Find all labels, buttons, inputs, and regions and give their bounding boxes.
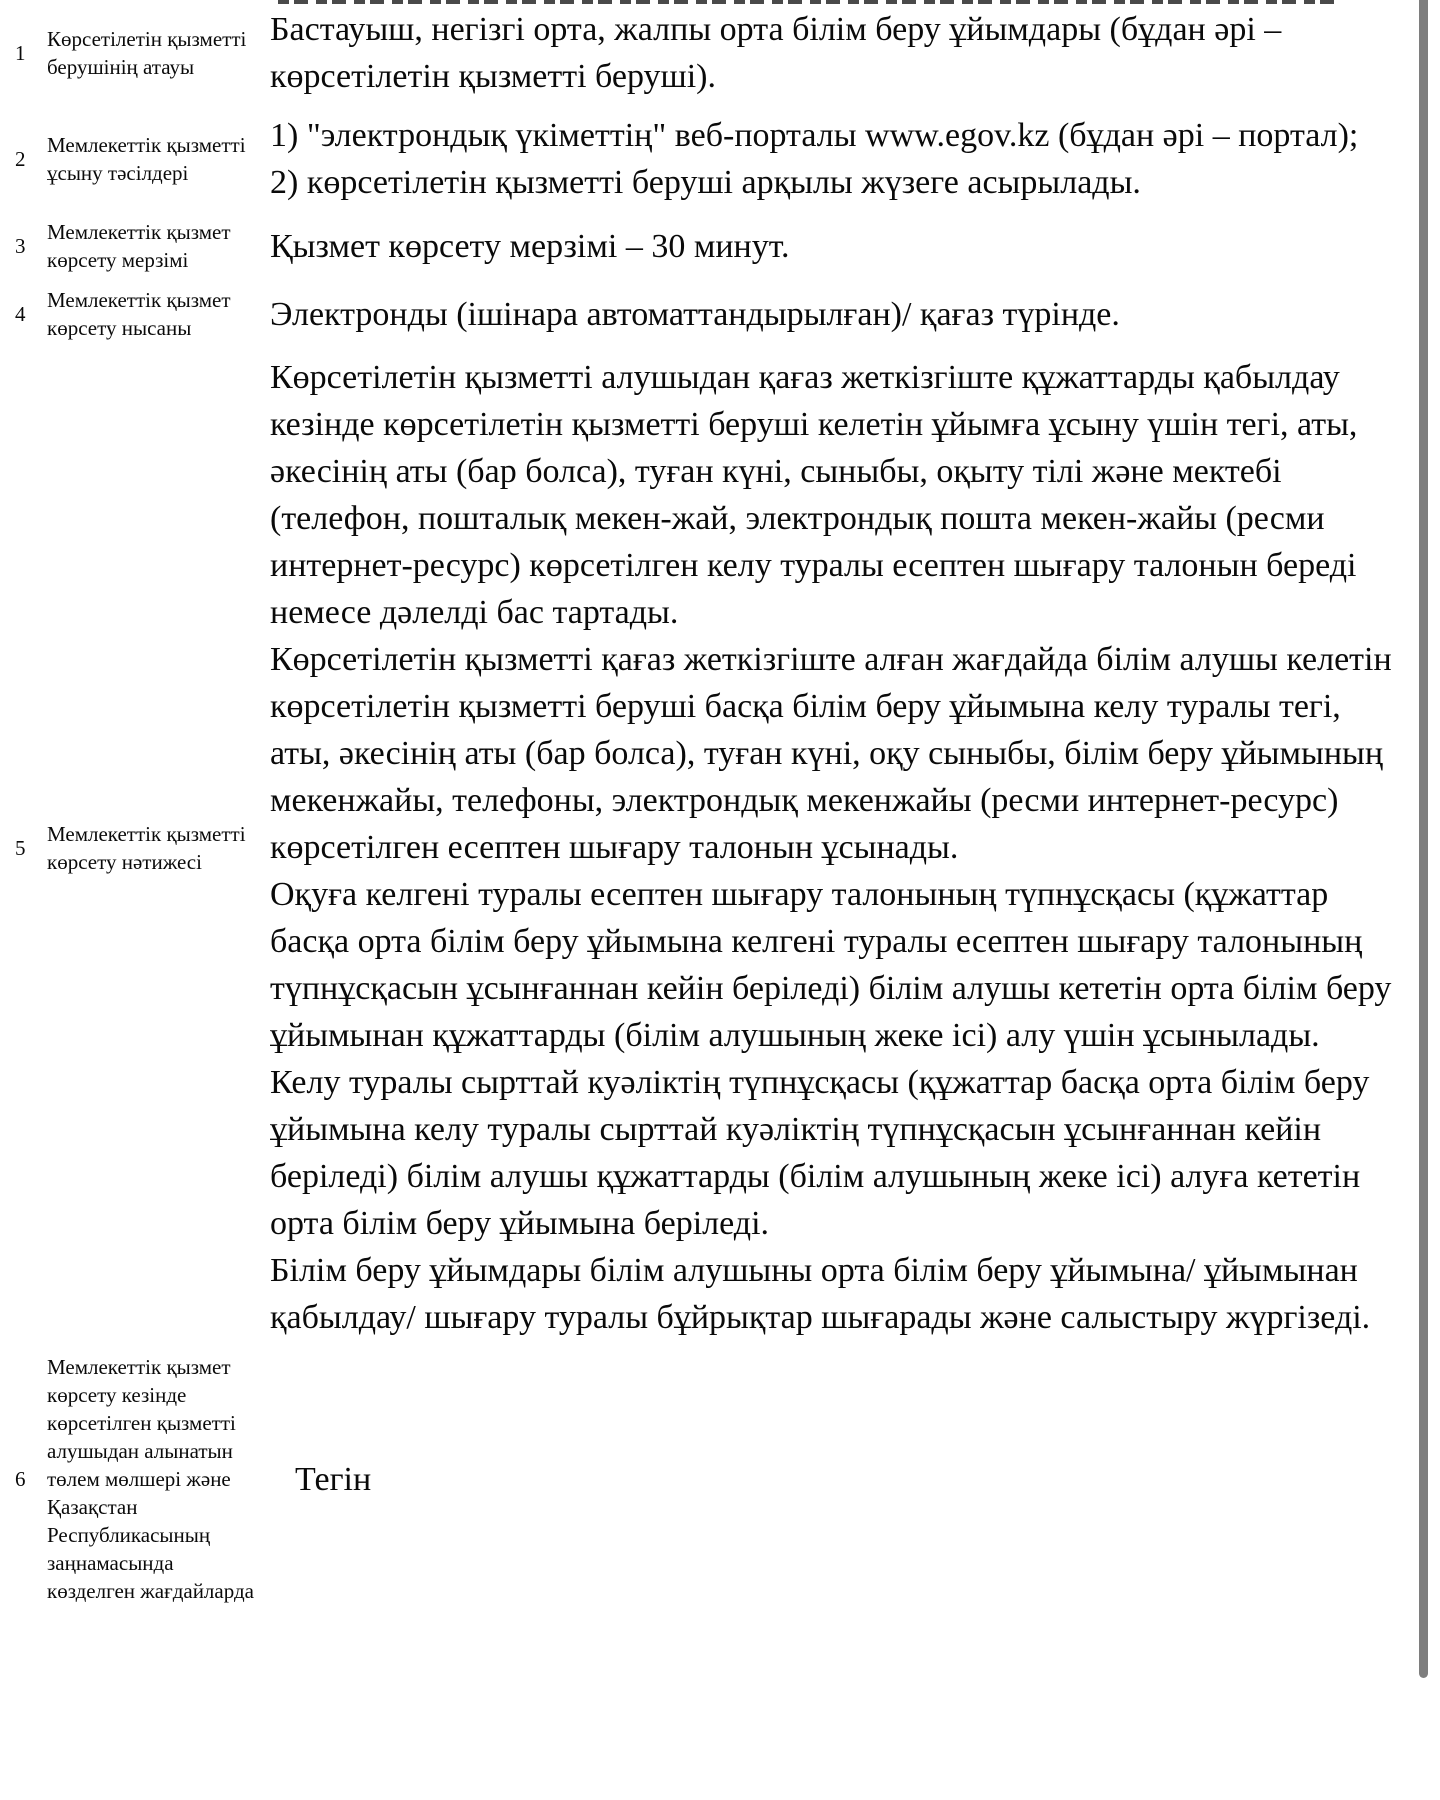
content-paragraph: Көрсетілетін қызметті қағаз жеткізгіште алған жағдайда білім алушы келетін көрсетілетін қызметті беруші басқа білім беру ұйымына келу туралы тегі, аты, әкесінің аты (бар болса), туған күні, оқу сыныбы, білім беру ұйымының мекенжайы, телефоны, электрондық мекенжайы (ресми интернет-ресурс) көрсетілген есептен шығару талонын ұсынады. — [270, 641, 1392, 866]
content-paragraph: Көрсетілетін қызметті алушыдан қағаз жеткізгіште құжаттарды қабылдау кезінде көрсетілетін қызметті беруші келетін ұйымға ұсыну үшін тегі, аты, әкесінің аты (бар болса), туған күні, сыныбы, оқыту тілі және мектебі (телефон, пошталық мекен-жай, электрондық пошта мекен-жайы (ресми интернет-ресурс) көрсетілген келу туралы есептен шығару талонын береді немесе дәлелді бас тартады. — [270, 359, 1358, 631]
vertical-scrollbar-thumb[interactable] — [1419, 0, 1428, 1678]
table-row — [0, 348, 1440, 1347]
content-paragraph: Қызмет көрсету мерзімі – 30 минут. — [270, 227, 790, 265]
content-paragraph: 1) "электрондық үкіметтің" веб-порталы www.egov.kz (бұдан әрі – портал); — [270, 117, 1359, 154]
table-row — [0, 1347, 1440, 1611]
row-number: 1 — [15, 41, 26, 65]
row-content — [270, 291, 1440, 338]
content-paragraph: Бастауыш, негізгі орта, жалпы орта білім беру ұйымдары (бұдан әрі – көрсетілетін қызметті беруші). — [270, 11, 1282, 95]
table-row — [0, 212, 1440, 280]
table-row — [0, 106, 1440, 212]
row-label: Мемлекеттік қызметті көрсету нәтижесі — [47, 821, 246, 874]
table-row — [0, 280, 1440, 348]
content-paragraph: Тегін — [295, 1460, 372, 1498]
row-number: 2 — [15, 147, 26, 171]
content-paragraph: Келу туралы сырттай куәліктің түпнұсқасы (құжаттар басқа орта білім беру ұйымына келу туралы сырттай куәліктің түпнұсқасын ұсынғаннан кейін беріледі) білім алушы құжаттарды (білім алушының жеке ісі) алуға кететін орта білім беру ұйымына беріледі. — [270, 1064, 1370, 1242]
content-paragraph: Электронды (ішінара автоматтандырылған)/ қағаз түрінде. — [270, 295, 1120, 333]
row-content — [270, 223, 1440, 270]
row-number: 5 — [15, 835, 26, 860]
row-content — [270, 112, 1440, 206]
content-paragraph: Оқуға келгені туралы есептен шығару талонының түпнұсқасы (құжаттар басқа орта білім беру ұйымына келгені туралы есептен шығару талонының түпнұсқасын ұсынғаннан кейін беріледі) білім алушы кететін орта білім беру ұйымынан құжаттарды (білім алушының жеке ісі) алу үшін ұсынылады. — [270, 876, 1392, 1054]
table-row — [0, 0, 1440, 106]
row-label: Көрсетілетін қызметті берушінің атауы — [47, 27, 247, 79]
row-label: Мемлекеттік қызмет көрсету нысаны — [47, 288, 231, 340]
row-label: Мемлекеттік қызметті ұсыну тәсілдері — [47, 133, 246, 185]
row-label: Мемлекеттік қызмет көрсету кезінде көрсетілген қызметті алушыдан алынатын төлем мөлшері және Қазақстан Республикасының заңнамасында көзделген жағдайларда — [47, 1355, 254, 1603]
row-content — [270, 6, 1440, 100]
row-number: 3 — [15, 234, 26, 258]
row-number: 6 — [15, 1467, 26, 1491]
row-label: Мемлекеттік қызмет көрсету мерзімі — [47, 220, 231, 272]
row-content — [270, 354, 1440, 1341]
content-paragraph: Білім беру ұйымдары білім алушыны орта білім беру ұйымына/ ұйымынан қабылдау/ шығару туралы бұйрықтар шығарады және салыстыру жүргізеді. — [270, 1252, 1371, 1336]
row-content — [270, 1456, 1440, 1503]
row-number: 4 — [15, 302, 26, 326]
content-paragraph: 2) көрсетілетін қызметті беруші арқылы жүзеге асырылады. — [270, 164, 1141, 201]
